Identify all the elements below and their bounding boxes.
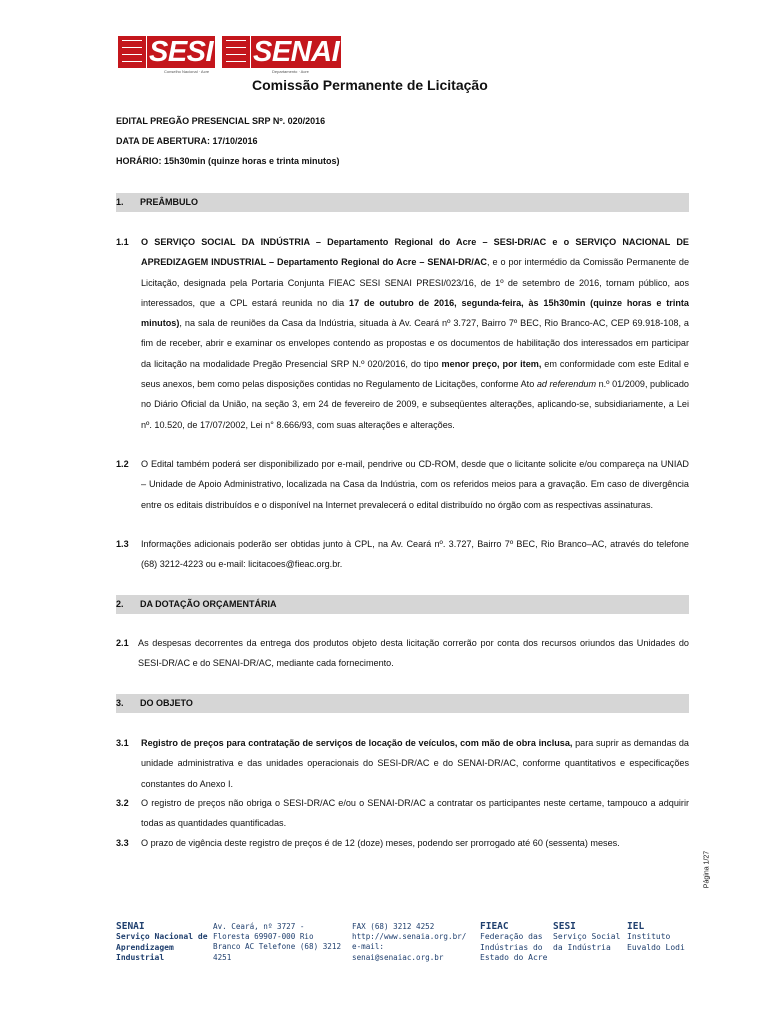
- footer-sesi: [553, 922, 621, 953]
- page-number: [700, 850, 714, 896]
- paragraph-2-1: [116, 633, 689, 674]
- paragraph-text: O Edital também poderá ser disponibilizado por e-mail, pendrive ou CD-ROM, desde que o licitante solicite e/ou compareça na UNIAD – Unidade de Apoio Administrativo, localizada na Casa da Indústria, com os referidos meios para a gravação. Em caso de divergência entre os editais distribuídos e o disponível na Internet prevalecerá o edital distribuído no órgão com as respectivas assinaturas.: [141, 459, 689, 510]
- paragraph-1-1: [116, 232, 689, 435]
- paragraph-number: 3.1: [116, 738, 129, 748]
- footer-iel: [627, 922, 689, 953]
- paragraph-3-1: [116, 733, 689, 794]
- footer-fieac-sub: Federação das Indústrias do Estado do Acre: [480, 932, 548, 962]
- sesi-logo: [118, 36, 218, 74]
- section-header-preambulo: [116, 193, 689, 212]
- section-number: 2.: [116, 599, 124, 609]
- opening-time: HORÁRIO: 15h30min (quinze horas e trinta minutos): [116, 156, 340, 166]
- senai-logo: [222, 36, 340, 74]
- opening-date: DATA DE ABERTURA: 17/10/2016: [116, 136, 258, 146]
- paragraph-1-2: [116, 454, 689, 515]
- footer-senai: [116, 922, 208, 964]
- sesi-logo-tagline: Conselho Nacional · Acre: [164, 69, 210, 74]
- footer-senai-sub: Serviço Nacional de Aprendizagem Industrial: [116, 932, 208, 962]
- footer-iel-head: IEL: [627, 921, 645, 932]
- header-logos: [118, 36, 340, 76]
- paragraph-italic-text: ad referendum: [536, 379, 597, 390]
- paragraph-bold-text: 17 de outubro de 2016, segunda-feira, às 15h30min (quinze horas e trinta minutos): [141, 297, 689, 329]
- footer-sesi-head: SESI: [553, 921, 576, 932]
- sesi-logo-word: SESI: [149, 36, 214, 68]
- sesi-badge-icon: [118, 36, 146, 68]
- paragraph-number: 1.1: [116, 237, 129, 247]
- footer: [116, 918, 689, 982]
- footer-fieac-head: FIEAC: [480, 921, 509, 932]
- edital-number: EDITAL PREGÃO PRESENCIAL SRP Nº. 020/2016: [116, 116, 326, 126]
- paragraph-number: 1.3: [116, 539, 129, 549]
- section-title: DO OBJETO: [140, 698, 193, 708]
- paragraph-3-2: [116, 793, 689, 834]
- paragraph-number: 1.2: [116, 459, 129, 469]
- paragraph-text: n.º 01/2009, publicado no Diário Oficial da União, na seção 3, em 24 de fevereiro de 2009, e subseqüentes alterações, aplicando-se, subsidiariamente, a Lei nº. 10.520, de 17/07/2002, Lei n° 8.666/93, com suas alterações e alterações.: [141, 379, 689, 430]
- footer-fieac: [480, 922, 550, 964]
- page-number-label: Página 1/27: [703, 850, 711, 889]
- senai-logo-tagline: Departamento · Acre: [272, 69, 309, 74]
- senai-logo-word: SENAI: [253, 36, 340, 68]
- paragraph-bold-text: O SERVIÇO SOCIAL DA INDÚSTRIA – Departamento Regional do Acre – SESI-DR/AC e o SERVIÇO NACIONAL DE APREDIZAGEM INDUSTRIAL – Departamento Regional do Acre – SENAI-DR/AC: [141, 237, 689, 268]
- paragraph-number: 3.2: [116, 798, 129, 808]
- paragraph-text: , e o por intermédio da Comissão Permanente de Licitação, designada pela Portaria Conjunta FIEAC SESI SENAI PRESI/023/16, de 1º de setembro de 2016, tornam público, aos interessados, que a CPL estará reunida no dia: [141, 257, 690, 308]
- paragraph-text: O prazo de vigência deste registro de preços é de 12 (doze) meses, podendo ser prorrogado até 60 (sessenta) meses.: [141, 838, 620, 848]
- footer-sesi-sub: Serviço Social da Indústria: [553, 932, 621, 952]
- footer-senai-head: SENAI: [116, 921, 145, 932]
- paragraph-text: As despesas decorrentes da entrega dos produtos objeto desta licitação correrão por conta dos recursos oriundos das Unidades do SESI-DR/AC e do SENAI-DR/AC, mediante cada fornecimento.: [138, 638, 689, 669]
- paragraph-number: 3.3: [116, 838, 129, 848]
- commission-title: Comissão Permanente de Licitação: [252, 77, 488, 93]
- section-header-objeto: [116, 694, 689, 713]
- footer-iel-sub: Instituto Euvaldo Lodi: [627, 932, 685, 952]
- paragraph-1-3: [116, 534, 689, 575]
- paragraph-text: , na sala de reuniões da Casa da Indústria, situada à Av. Ceará nº 3.727, Bairro 7º BEC, Rio Branco-AC, CEP 69.918-108, a fim de receber, abrir e examinar os envelopes contendo as propostas e os documentos de habilitação dos interessados em participar da licitação na modalidade Pregão Presencial SRP N.º 020/2016, do tipo: [141, 318, 689, 369]
- paragraph-text: O registro de preços não obriga o SESI-DR/AC e/ou o SENAI-DR/AC a contratar os participantes neste certame, tampouco a adquirir todas as quantidades quantificadas.: [141, 798, 689, 829]
- section-header-dotacao: [116, 595, 689, 614]
- paragraph-bold-text: menor preço, por item,: [441, 358, 542, 369]
- section-title: PREÂMBULO: [140, 197, 198, 207]
- footer-address: Av. Ceará, nº 3727 - Floresta 69907-000 Rio Branco AC Telefone (68) 3212 4251: [213, 922, 342, 962]
- section-number: 1.: [116, 197, 124, 207]
- senai-badge-icon: [222, 36, 250, 68]
- paragraph-bold-text: Registro de preços para contratação de serviços de locação de veículos, com mão de obra inclusa,: [141, 738, 573, 748]
- section-number: 3.: [116, 698, 124, 708]
- paragraph-3-3: [116, 833, 689, 853]
- paragraph-number: 2.1: [116, 638, 129, 648]
- paragraph-text: Informações adicionais poderão ser obtidas junto à CPL, na Av. Ceará nº. 3.727, Bairro 7º BEC, Rio Branco–AC, através do telefone (68) 3212-4223 ou e-mail: licitacoes@fieac.org.br.: [141, 539, 689, 570]
- paragraph-text: em conformidade com este Edital e seus anexos, bem como pelas disposições contidas no Regulamento de Licitações, conforme Ato: [141, 358, 689, 390]
- paragraph-text: para suprir as demandas da unidade administrativa e das unidades operacionais do SESI-DR/AC e do SENAI-DR/AC, conforme quantitativos e especificações constantes do Anexo I.: [141, 738, 689, 789]
- section-title: DA DOTAÇÃO ORÇAMENTÁRIA: [140, 599, 277, 609]
- footer-contact: FAX (68) 3212 4252 http://www.senaia.org.br/ e-mail: senai@senaiac.org.br: [352, 922, 467, 962]
